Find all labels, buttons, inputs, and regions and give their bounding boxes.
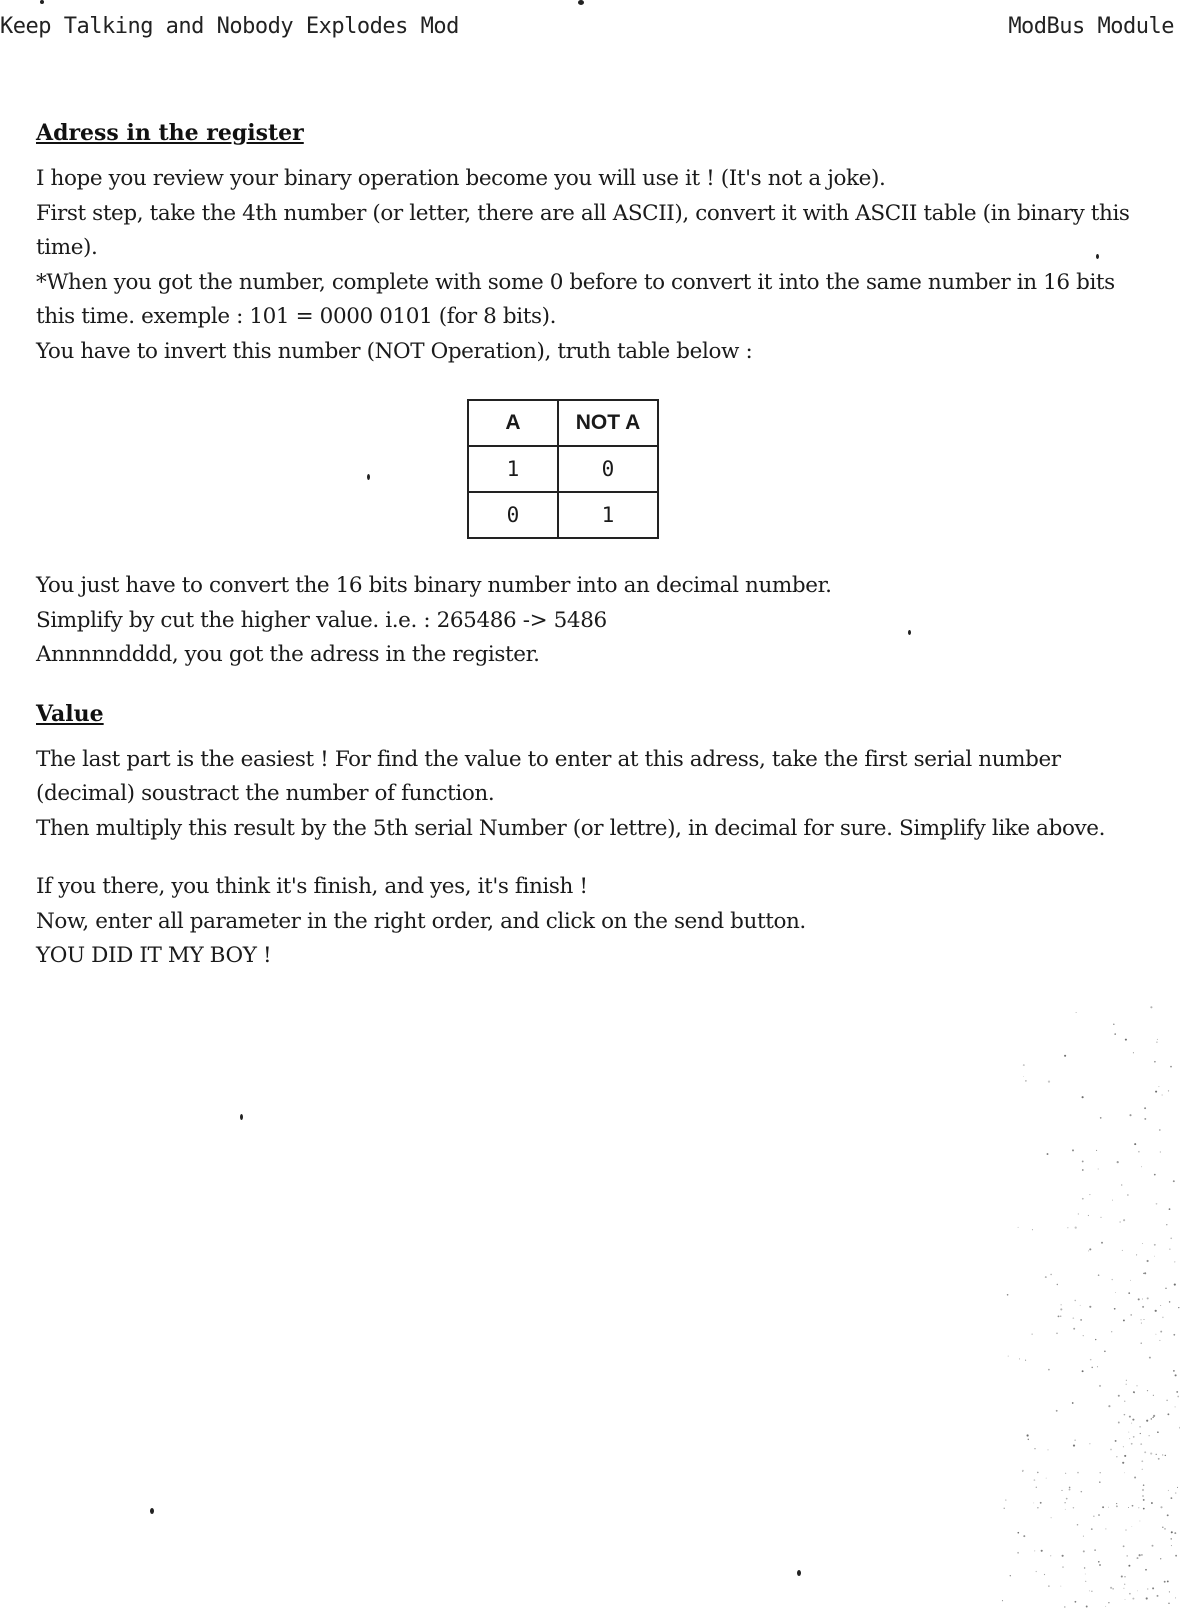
- instruction-line: *When you got the number, complete with some 0 before to convert it into the same number in 16 bits this time. exemple : 101 = 0000 0101 (for 8 bits).: [36, 269, 1115, 329]
- paper-grain: [990, 988, 1180, 1608]
- instruction-line: I hope you review your binary operation become you will use it ! (It's not a joke).: [36, 166, 886, 191]
- value-section-title: Value: [36, 700, 104, 727]
- value-instructions: [36, 743, 1146, 847]
- not-truth-table: [467, 399, 659, 539]
- truth-table-row: [468, 446, 658, 492]
- paper-speck: [908, 630, 911, 635]
- closing-line: YOU DID IT MY BOY !: [36, 943, 272, 968]
- address-section-title: Adress in the register: [36, 120, 304, 146]
- truth-table-cell: 1: [558, 492, 658, 538]
- instruction-line: Then multiply this result by the 5th serial Number (or lettre), in decimal for sure. Simplify like above.: [36, 815, 1106, 841]
- instruction-line: You just have to convert the 16 bits binary number into an decimal number.: [36, 573, 832, 598]
- paper-speck: [367, 474, 370, 480]
- paper-speck: [1096, 254, 1099, 259]
- truth-table-header-row: [468, 400, 658, 446]
- instruction-line: First step, take the 4th number (or letter, there are all ASCII), convert it with ASCII table (in binary this time).: [36, 200, 1130, 260]
- instruction-line: You have to invert this number (NOT Operation), truth table below :: [36, 338, 753, 364]
- instruction-line: Annnnndddd, you got the adress in the register.: [36, 642, 540, 667]
- paper-speck: [240, 1114, 243, 1120]
- truth-table-cell: 1: [468, 446, 558, 492]
- closing-line: If you there, you think it's finish, and yes, it's finish !: [36, 874, 588, 899]
- manual-page-content: [36, 120, 1146, 974]
- instruction-line: The last part is the easiest ! For find the value to enter at this adress, take the first serial number (decimal) soustract the number of function.: [36, 746, 1061, 806]
- paper-speck: [150, 1508, 154, 1514]
- address-conclusion: [36, 569, 1146, 673]
- truth-table-cell: 0: [558, 446, 658, 492]
- module-name: ModBus Module: [1008, 14, 1174, 39]
- closing-line: Now, enter all parameter in the right order, and click on the send button.: [36, 908, 806, 934]
- manual-header-title: Keep Talking and Nobody Explodes Mod: [0, 14, 459, 39]
- truth-table-row: [468, 492, 658, 538]
- address-instructions: [36, 162, 1146, 369]
- truth-table-header-not-a: NOT A: [558, 400, 658, 446]
- closing-text: [36, 870, 1146, 974]
- instruction-line: Simplify by cut the higher value. i.e. : 265486 -> 5486: [36, 607, 607, 633]
- paper-speck: [578, 0, 584, 5]
- truth-table-header-a: A: [468, 400, 558, 446]
- paper-speck: [797, 1570, 801, 1576]
- truth-table-cell: 0: [468, 492, 558, 538]
- paper-speck: [40, 0, 44, 4]
